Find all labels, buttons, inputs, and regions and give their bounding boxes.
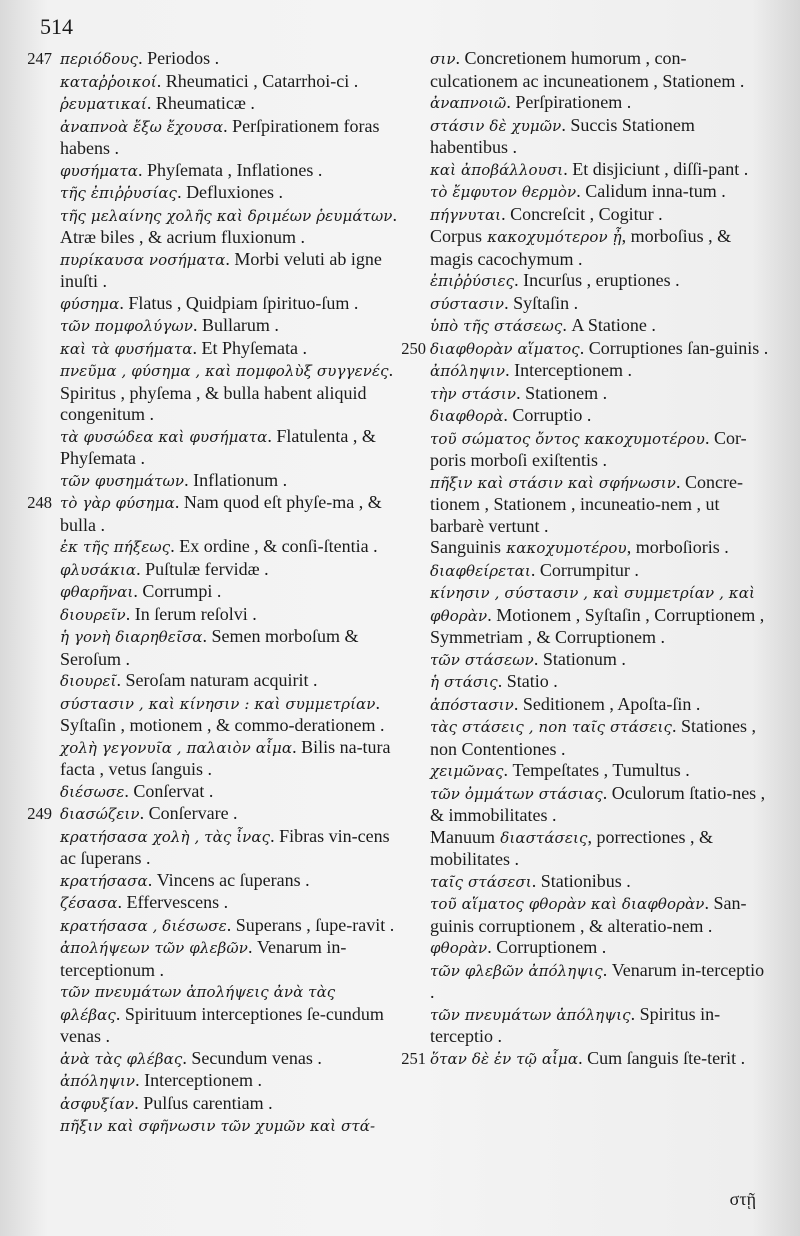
latin-translation: . Atræ biles , & acrium fluxionum . <box>60 204 398 247</box>
latin-translation: , porrectiones , & mobilitates . <box>430 826 713 869</box>
greek-term: τῶν πνευμάτων ἀπολήψεις ἀνὰ τὰς φλέβας <box>60 983 336 1024</box>
latin-translation: . Corrumpitur . <box>530 559 639 580</box>
greek-term: καὶ ἀποβάλλουσι <box>430 160 564 179</box>
greek-term: διαφθορὰ <box>430 407 504 425</box>
glossary-entry <box>410 115 772 159</box>
greek-term: ῥευματικαί <box>60 95 147 113</box>
latin-translation: . In ſerum reſolvi . <box>125 603 257 624</box>
latin-translation: . Calidum inna-tum . <box>576 181 726 201</box>
latin-prefix: Corpus <box>430 226 483 246</box>
greek-term: διαφθορὰν αἵματος <box>430 339 580 358</box>
glossary-entry <box>410 716 772 760</box>
glossary-entry <box>410 783 772 827</box>
glossary-entry <box>40 937 400 981</box>
glossary-entry <box>401 1047 772 1071</box>
greek-term: ἐπιῤῥύσιες <box>430 272 515 290</box>
glossary-entry <box>40 670 400 693</box>
latin-translation: . Perſpirationem . <box>506 92 632 112</box>
latin-translation: . Puſtulæ fervidæ . <box>136 558 269 579</box>
greek-term: τῶν στάσεων <box>430 650 534 669</box>
latin-translation: . Semen morboſum & Seroſum . <box>60 626 359 669</box>
greek-term: ὑπὸ τῆς στάσεως <box>430 317 563 335</box>
latin-translation: . Cum ſanguis ſte-terit . <box>578 1047 746 1068</box>
latin-translation: . Rheumaticæ . <box>146 93 255 113</box>
latin-translation: . Concretionem humorum , con-culcationem ac incuneationem , Stationem . <box>430 48 745 91</box>
glossary-entry <box>410 204 772 227</box>
greek-term: κρατήσασα , διέσωσε <box>60 916 227 935</box>
glossary-entry <box>410 694 772 717</box>
glossary-entry <box>40 426 400 470</box>
glossary-entry <box>27 48 400 71</box>
latin-translation: . Stationem . <box>516 382 608 403</box>
glossary-entry <box>410 360 772 383</box>
glossary-entry <box>410 405 772 428</box>
glossary-entry <box>40 626 400 670</box>
latin-translation: . Effervescens . <box>117 892 229 912</box>
glossary-entry <box>410 560 772 583</box>
entry-number: 248 <box>27 493 52 512</box>
glossary-entry <box>410 181 772 204</box>
greek-term: φλυσάκια <box>60 560 137 579</box>
greek-term: σύστασιν <box>430 294 505 313</box>
greek-term: διουρεῖ <box>60 672 117 690</box>
latin-translation: . Morbi veluti ab igne inuſti . <box>60 248 382 291</box>
greek-term: σύστασιν , καὶ κίνησιν : καὶ συμμετρίαν <box>60 694 376 713</box>
latin-translation: . Seroſam naturam acquirit . <box>116 670 318 690</box>
glossary-entry <box>40 892 400 915</box>
latin-translation: . Perſpirationem foras habens . <box>60 115 380 158</box>
glossary-entry <box>40 981 400 1048</box>
glossary-entry <box>40 915 400 938</box>
glossary-entry <box>401 337 772 361</box>
glossary-entry <box>40 1115 400 1138</box>
latin-translation: . Syſtaſin , motionem , & commo-derationem . <box>60 692 385 735</box>
latin-translation: . San-guinis corruptionem , & alteratio-nem . <box>430 893 747 936</box>
glossary-entry <box>40 1093 400 1116</box>
greek-term: διέσωσε <box>60 782 125 801</box>
greek-term: πῆξιν καὶ στάσιν καὶ σφήνωσιν <box>430 473 676 492</box>
greek-term: ταῖς στάσεσι <box>430 872 532 891</box>
latin-translation: , morboſius , & magis cacochymum . <box>430 226 732 269</box>
greek-term: τῆς μελαίνης χολῆς καὶ δριμέων ῥευμάτων <box>60 206 393 225</box>
glossary-entry <box>40 205 400 249</box>
entry-number: 251 <box>401 1048 426 1068</box>
latin-translation: . Spiritus in-terceptio . <box>430 1003 721 1046</box>
latin-translation: . Inflationum . <box>184 469 288 490</box>
latin-translation: . Interceptionem . <box>135 1070 263 1090</box>
greek-term: τὰς στάσεις , non ταῖς στάσεις <box>430 718 672 736</box>
latin-translation: . Secundum venas . <box>182 1047 322 1068</box>
greek-term: κρατήσασα <box>60 871 148 890</box>
latin-translation: . Bilis na-tura facta , vetus ſanguis . <box>60 736 391 779</box>
latin-translation: . Motionem , Syſtaſin , Corruptionem , Symmetriam , & Corruptionem . <box>430 604 765 647</box>
latin-translation: . Nam quod eſt phyſe-ma , & bulla . <box>60 492 382 535</box>
glossary-entry <box>410 226 772 270</box>
latin-translation: . Flatulenta , & Phyſemata . <box>60 425 376 468</box>
greek-term: κακοχυμοτέρου <box>506 539 627 557</box>
glossary-entry <box>410 760 772 783</box>
greek-term: πνεῦμα , φύσημα , καὶ πομφολὺξ συγγενές <box>60 362 389 380</box>
glossary-entry <box>410 871 772 894</box>
glossary-entry <box>40 1048 400 1071</box>
greek-term: φυσήματα <box>60 161 138 180</box>
greek-term: περιόδους <box>60 50 139 68</box>
latin-translation: . Flatus , Quidpiam ſpirituo-ſum . <box>119 292 359 313</box>
greek-term: ἡ γονὴ διαρηθεῖσα <box>60 628 203 646</box>
glossary-entry <box>40 826 400 870</box>
latin-prefix: Manuum <box>430 826 495 847</box>
greek-term: ἀναπνοιῶ <box>430 94 507 112</box>
latin-translation: . Corruptionem . <box>487 937 607 957</box>
greek-term: τὸ ἔμφυτον θερμὸν <box>430 183 577 201</box>
greek-term: πῆξιν καὶ σφῆνωσιν τῶν χυμῶν καὶ στά- <box>60 1117 376 1135</box>
glossary-entry <box>410 270 772 293</box>
latin-translation: . Statio . <box>497 671 558 691</box>
entry-number: 249 <box>27 804 52 823</box>
glossary-entry <box>410 893 772 937</box>
greek-term: τῶν πνευμάτων ἀπόληψις <box>430 1005 631 1024</box>
latin-translation: . Succis Stationem habentibus . <box>430 114 695 157</box>
glossary-entry <box>40 536 400 559</box>
latin-translation: . Syſtaſin . <box>504 292 579 313</box>
glossary-entry <box>40 249 400 293</box>
latin-translation: . Venarum in-terceptio . <box>430 959 765 1002</box>
greek-term: ὅταν δὲ ἐν τῷ αἷμα <box>430 1049 579 1068</box>
greek-term: διουρεῖν <box>60 605 126 624</box>
latin-translation: . Stationes , non Contentiones . <box>430 716 756 759</box>
glossary-entry <box>410 1004 772 1048</box>
greek-term: ζέσασα <box>60 894 118 912</box>
glossary-entry <box>40 737 400 781</box>
latin-translation: . Pulſus carentiam . <box>134 1092 273 1113</box>
greek-term: χολὴ γεγονυῖα , παλαιὸν αἷμα <box>60 738 293 757</box>
latin-translation: , morboſioris . <box>626 537 729 557</box>
latin-translation: . Tempeſtates , Tumultus . <box>503 760 690 780</box>
glossary-entry <box>410 293 772 316</box>
glossary-entry <box>410 671 772 694</box>
greek-term: ἀπολήψεων τῶν φλεβῶν <box>60 939 248 957</box>
latin-translation: . Corruptio . <box>503 405 592 425</box>
latin-translation: . Et Phyſemata . <box>192 337 307 358</box>
glossary-entry <box>40 160 400 183</box>
greek-term: τοῦ σώματος ὄντος κακοχυμοτέρου <box>430 429 705 448</box>
page-number: 514 <box>40 14 73 39</box>
greek-term: κίνησιν , σύστασιν , καὶ συμμετρίαν , καὶ φθορὰν <box>430 584 755 625</box>
glossary-entry <box>40 293 400 316</box>
glossary-entry <box>40 360 400 426</box>
glossary-entry <box>40 71 400 94</box>
glossary-entry <box>410 159 772 182</box>
latin-translation: . Oculorum ſtatio-nes , & immobilitates . <box>430 782 766 825</box>
greek-term: τὰ φυσώδεα καὶ φυσήματα <box>60 427 268 446</box>
greek-term: τὴν στάσιν <box>430 384 517 403</box>
greek-term: ἀνὰ τὰς φλέβας <box>60 1049 183 1068</box>
latin-translation: . Concreſcit , Cogitur . <box>501 203 663 224</box>
glossary-entry <box>40 693 400 737</box>
latin-translation: . Interceptionem . <box>505 360 633 380</box>
greek-term: κρατήσασα χολὴ , τὰς ἶνας <box>60 827 271 846</box>
greek-term: τοῦ αἵματος φθορὰν καὶ διαφθορὰν <box>430 895 705 913</box>
glossary-entry <box>410 92 772 115</box>
greek-term: κακοχυμότερον ᾖ <box>487 228 622 246</box>
greek-term: ἀπόληψιν <box>60 1072 136 1090</box>
latin-translation: . A Statione . <box>562 315 656 335</box>
latin-translation: . Incurſus , eruptiones . <box>514 270 680 290</box>
greek-term: ἀπόστασιν <box>430 695 514 714</box>
latin-translation: . Cor-poris morboſi exiſtentis . <box>430 427 747 470</box>
greek-term: τῶν φλεβῶν ἀπόληψις <box>430 961 603 980</box>
greek-term: χειμῶνας <box>430 762 504 780</box>
latin-translation: . Periodos . <box>138 48 220 68</box>
glossary-entry <box>40 781 400 804</box>
latin-translation: . Spirituum interceptiones ſe-cundum venas . <box>60 1003 384 1046</box>
glossary-entry <box>40 604 400 627</box>
greek-term: καὶ τὰ φυσήματα <box>60 339 193 358</box>
greek-term: στάσιν δὲ χυμῶν <box>430 116 562 135</box>
greek-term: καταῤῥοικοί <box>60 72 157 91</box>
glossary-entry <box>27 803 400 826</box>
glossary-entry <box>40 470 400 493</box>
glossary-entry <box>410 383 772 406</box>
greek-term: τὸ γὰρ φύσημα <box>60 494 175 512</box>
latin-translation: . Seditionem , Apoſta-ſin . <box>513 693 701 714</box>
greek-term: τῶν ὀμμάτων στάσιας <box>430 784 603 803</box>
latin-translation: . Corrumpi . <box>133 581 222 601</box>
glossary-entry <box>40 1070 400 1093</box>
latin-translation: . Stationum . <box>533 648 626 669</box>
latin-translation: . Phyſemata , Inflationes . <box>137 159 323 180</box>
latin-translation: . Corruptiones ſan-guinis . <box>579 337 769 358</box>
glossary-entry <box>40 581 400 604</box>
latin-translation: . Et disjiciunt , diſſi-pant . <box>563 158 749 179</box>
glossary-entry <box>40 559 400 582</box>
glossary-entry <box>410 582 772 649</box>
glossary-entry <box>410 472 772 538</box>
right-column <box>401 48 772 1070</box>
glossary-entry <box>410 537 772 560</box>
glossary-entry <box>410 960 772 1004</box>
latin-translation: . Rheumatici , Catarrhoi-ci . <box>156 70 359 91</box>
left-column <box>27 48 400 1138</box>
glossary-entry <box>40 93 400 116</box>
entry-number: 250 <box>401 338 426 358</box>
latin-translation: . Concre-tionem , Stationem , incuneatio-nem , ut barbarè vertunt . <box>430 471 743 536</box>
greek-term: σιν <box>430 50 456 68</box>
latin-translation: . Conſervare . <box>139 803 238 823</box>
glossary-entry <box>40 870 400 893</box>
glossary-entry <box>410 937 772 960</box>
catchword: στῇ <box>729 1189 756 1209</box>
greek-term: ἐκ τῆς πήξεως <box>60 538 171 556</box>
glossary-entry <box>410 428 772 472</box>
latin-translation: . Ex ordine , & conſi-ſtentia . <box>170 536 378 556</box>
greek-term: ἀναπνοὰ ἔξω ἔχουσα <box>60 117 224 136</box>
greek-term: φθαρῆναι <box>60 583 134 601</box>
greek-term: τῆς ἐπιῤῥυσίας <box>60 184 178 202</box>
greek-term: τῶν φυσημάτων <box>60 471 185 490</box>
latin-translation: . Fibras vin-cens ac ſuperans . <box>60 825 390 868</box>
glossary-entry <box>40 315 400 338</box>
glossary-entry <box>40 338 400 361</box>
glossary-entry <box>410 649 772 672</box>
latin-translation: . Vincens ac ſuperans . <box>147 869 310 890</box>
greek-term: φύσημα <box>60 294 120 313</box>
glossary-entry <box>27 492 400 536</box>
glossary-entry <box>410 315 772 338</box>
greek-term: διαφθείρεται <box>430 561 531 580</box>
latin-translation: . Bullarum . <box>192 315 279 335</box>
latin-translation: . Conſervat . <box>124 780 214 801</box>
greek-term: φθορὰν <box>430 939 488 957</box>
greek-term: διασώζειν <box>60 805 140 823</box>
greek-term: ἡ στάσις <box>430 673 498 691</box>
greek-term: διαστάσεις <box>500 828 588 847</box>
glossary-entry <box>410 827 772 871</box>
latin-prefix: Sanguinis <box>430 537 502 557</box>
latin-translation: . Spiritus , phyſema , & bulla habent aliquid congenitum . <box>60 360 394 424</box>
entry-number: 247 <box>27 49 52 68</box>
glossary-entry <box>40 116 400 160</box>
greek-term: ἀσφυξίαν <box>60 1094 135 1113</box>
glossary-entry <box>410 48 772 92</box>
greek-term: τῶν πομφολύγων <box>60 317 193 335</box>
latin-translation: . Defluxiones . <box>177 182 284 202</box>
glossary-entry <box>40 182 400 205</box>
greek-term: πυρίκαυσα νοσήματα <box>60 250 226 269</box>
latin-translation: . Stationibus . <box>531 870 631 891</box>
greek-term: πήγνυται <box>430 205 502 224</box>
latin-translation: . Superans , ſupe-ravit . <box>226 914 395 935</box>
greek-term: ἀπόληψιν <box>430 362 506 380</box>
latin-translation: . Venarum in-terceptionum . <box>60 937 347 980</box>
